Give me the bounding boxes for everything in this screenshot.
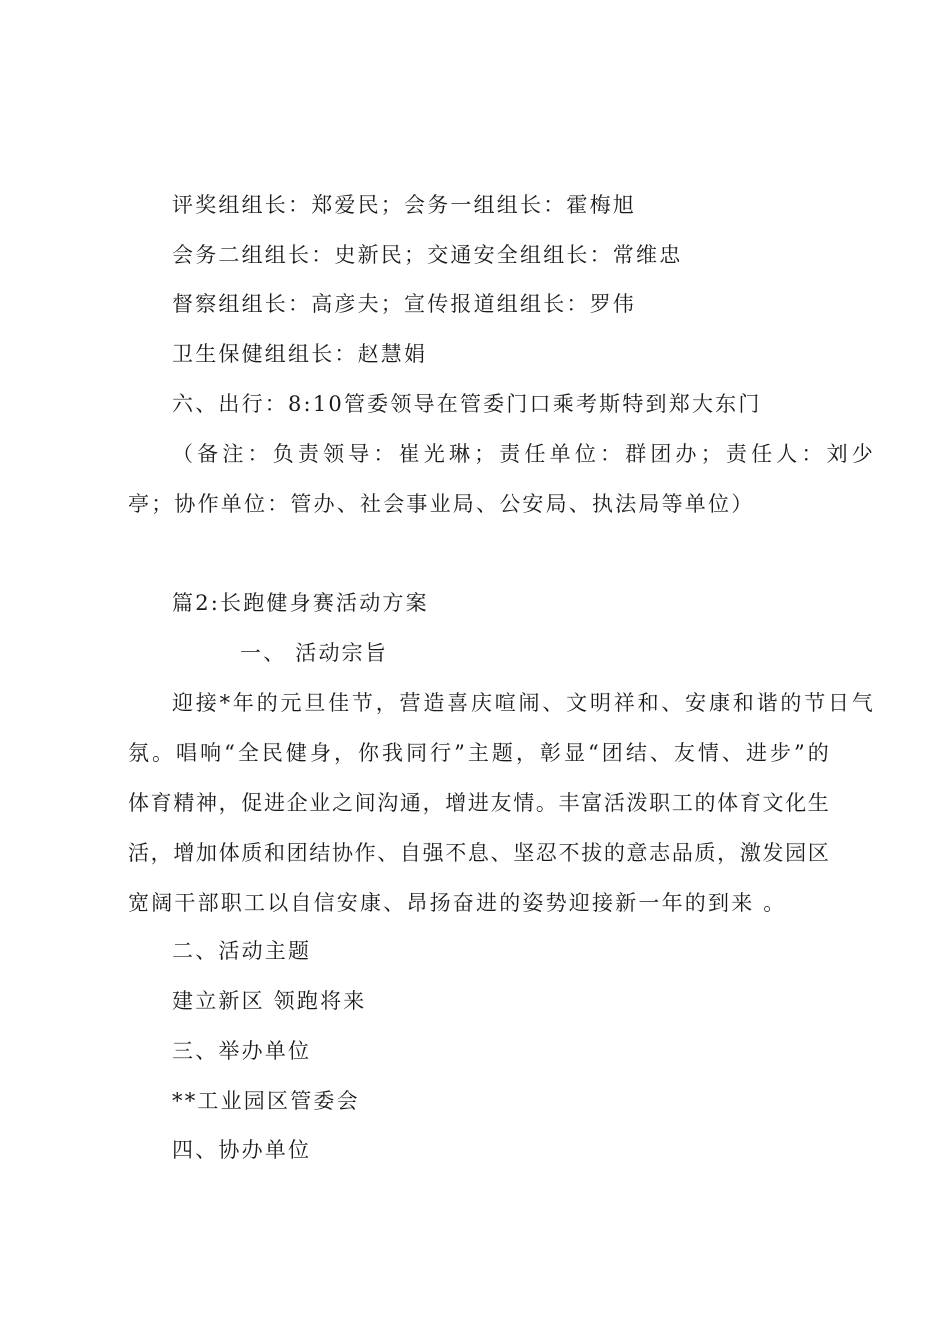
heading-line: 四、协办单位: [172, 1138, 312, 1162]
paragraph-line: 六、出行：8:10管委领导在管委门口乘考斯特到郑大东门: [172, 392, 762, 416]
paragraph-line: 迎接*年的元旦佳节，营造喜庆喧闹、文明祥和、安康和谐的节日气: [172, 691, 874, 715]
paragraph-line: 会务二组组长：史新民；交通安全组组长：常维忠: [172, 243, 683, 267]
note-line: （备注：负责领导：崔光琳；责任单位：群团办；责任人：刘少: [172, 442, 874, 466]
paragraph-line: 评奖组组长：郑爱民；会务一组组长：霍梅旭: [172, 193, 636, 217]
note-line: 亭；协作单位：管办、社会事业局、公安局、执法局等单位）: [128, 492, 755, 516]
heading-line: 二、活动主题: [172, 939, 312, 963]
section-title: 篇2:长跑健身赛活动方案: [172, 591, 429, 615]
paragraph-line: 氛。唱响“全民健身，你我同行”主题，彰显“团结、友情、进步”的: [128, 741, 830, 765]
paragraph-line: 体育精神，促进企业之间沟通，增进友情。丰富活泼职工的体育文化生: [128, 791, 830, 815]
paragraph-line: 卫生保健组组长：赵慧娟: [172, 342, 428, 366]
heading-line: 一、 活动宗旨: [240, 641, 389, 665]
paragraph-line: 督察组组长：高彦夫；宣传报道组组长：罗伟: [172, 292, 636, 316]
paragraph-line: **工业园区管委会: [172, 1089, 360, 1113]
paragraph-line: 建立新区 领跑将来: [172, 989, 367, 1013]
paragraph-line: 宽阔干部职工以自信安康、昂扬奋进的姿势迎接新一年的到来 。: [128, 891, 787, 915]
heading-line: 三、举办单位: [172, 1039, 312, 1063]
paragraph-line: 活，增加体质和团结协作、自强不息、坚忍不拔的意志品质，激发园区: [128, 841, 830, 865]
